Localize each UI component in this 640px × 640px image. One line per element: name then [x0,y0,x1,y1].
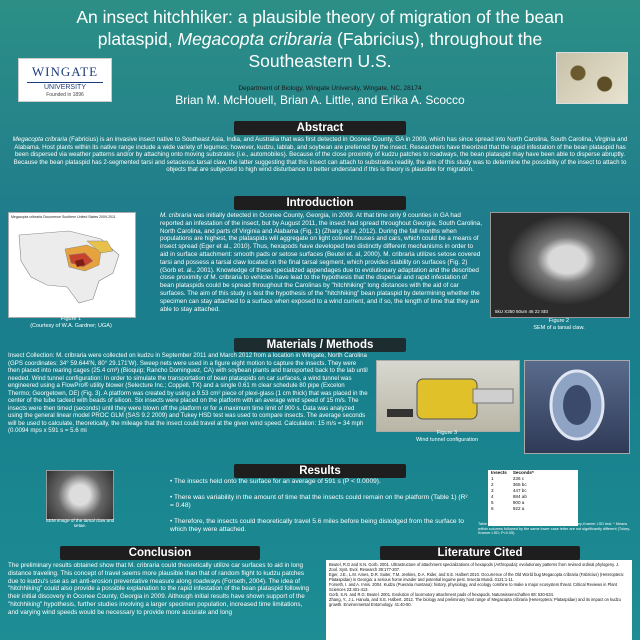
table-cell: 684 ab [512,494,527,499]
table-cell: 4 [491,494,494,499]
title-line-3: Southeastern U.S. [248,51,392,71]
logo-founded: Founded in 1896 [46,92,84,98]
title-line-1: An insect hitchhiker: a plausible theory of migration of the bean [76,7,564,27]
table-note: Table 1. Statistical analysis for each insect tested using Tukey-Kramer LSD test. * Means within columns followed by the same lower case letter are not significantly different (Tukey-Kramer LSD; P<0.05). [478,522,631,536]
figure-1-title: Megacopta cribraria Occurrence Southern United States 2009-2011 [11,215,116,219]
figure-3-tunnel-photo [524,360,630,454]
intro-body: was initially detected in Oconee County, Georgia, in 2009. At that time only 9 counties in GA had reported an infestation of the insect, but by August 2011, the insect had spread throughout Georgia, South Carolina, North Carolina, and parts of Virginia and Alabama (Fig. 1) (Zhang et al, 2012). During the fall months when populations are highest, the plataspids will aggregate on light colored houses and cars, which could be a means of insect spread (Eger et al., 2010). Thus, hexapods have developed two distinctly different mechanisms in order to aid in surface attachment: smooth pads or setose surfaces (Beutel et. al, 2000). M. cribraria utilizes setose covered tarsi and possess a tarsal claw located on the final tarsal segment, which provides stability on surfaces (Fig. 2) (Gorb et. al., 2001). Knowledge of these specialized appendages due to evolutionary adaptation and the described close proximity of M. cribraria to vehicles have lead to the hypothesis that the dispersal and rapid infestation of bean plataspids could be spread throughout the Carolinas by "hitchhiking" long distances with the aid of car surfaces. The aim of this study is test the hypothesis of the "hitchhiking" bean plataspid by determining whether the specimen can stay attached to a surface when exposed to a wind current, and if so, the length of time that they are able to stay attached. [160,212,482,313]
results-bullets [170,478,470,542]
introduction-heading: Introduction [234,196,406,210]
department-line: Department of Biology, Wingate University, Wingate, NC, 28174 [238,85,422,92]
table-cell: 447 bc [512,488,527,493]
figure-2-label: Figure 2 [548,318,570,324]
table-cell: 3 [491,488,494,493]
table-row [488,506,537,512]
reference-item: Forseth, I. and A. Innis. 2004. Kudzu (Pueraria montana): history, physiology, and ecology combine to make a major ecosystem threat. Critical Reviews in Plant Sciences 23:401-413. [329,582,617,592]
abstract-text [10,136,630,192]
sem-image-caption: SEM image of the tarsal claw and setae. [45,518,115,529]
figure-1-map [8,212,136,318]
intro-species: M. cribraria [160,212,192,219]
figure-3-caption [376,430,518,443]
title-line-2a: plataspid, [97,29,178,49]
methods-heading: Materials / Methods [234,338,406,352]
blower-drawing [377,361,519,431]
reference-item: Zhang, Y., J.L. Hanula, and S.E. Halbert. 2012. The biology and preliminary host range of Megacopta cribraria (Heteroptera: Plataspidae) and its impact on kudzu growth. Environmental Entomology. 41:40-50. [329,597,621,607]
us-southeast-map [9,221,133,309]
figure-2-desc: SEM of a tarsal claw. [533,324,585,331]
literature-list [326,560,632,640]
sem-tarsal-claw-photo [46,470,114,520]
abstract-body: (Fabricius) is an invasive insect native to Southeast Asia, India, and Australia that was first detected in Oconee County, GA in 2009, which has since spread into North Carolina, South Carolina, Virginia and Alabama. Host plants within its native range include a wide variety of legumes; however, kudzu, lablab, and soybean are preferred by the insect. Researchers have theorized that the rapid infestation of the bean plataspid has been dispersed via weather patterns and/or by attaching onto moving substrates (i.e., automobiles). Because of the close proximity of kudzu patches to roadways, the bean plataspid may have been able to disperse abruptly. Because the bean plataspid has 2-segmented tarsi and setaceous tarsal claw, the latter suggesting that this insect can attach to substrates readily, the aim of this study was to determine the possibility of the insect to attach to objects that are subjected to high wind disturbance to better understand if this is theory is plausible for migration. [13,136,628,174]
results-table [488,470,537,512]
logo-name: WINGATE [31,64,99,79]
table-cell: 2 [491,482,494,487]
table-cell: 900 a [512,500,525,505]
results-heading: Results [234,464,406,478]
figure-1-caption [8,316,134,329]
abstract-species: Megacopta cribraria [12,136,68,143]
authors: Brian M. McHouell, Brian A. Little, and Erika A. Scocco [175,93,465,107]
tunnel-drawing [525,361,629,453]
title-line-2b: (Fabricius), throughout the [332,29,543,49]
sem-scale-bar: 5kU X350 50um 46 22 SEI [495,309,549,314]
result-bullet-1: • The insects held onto the surface for an average of 591 s (P < 0.0009). [170,478,381,485]
figure-3-blower-photo [376,360,520,432]
conclusion-heading: Conclusion [60,546,260,560]
table-cell: 1 [491,476,494,481]
table-cell: 5 [491,500,494,505]
methods-text: Insect Collection: M. cribraria were collected on kudzu in September 2011 and March 2012 from a location in Wingate, North Carolina (GPS coordinates: 34° 59.644'N, 80° 29.171'W). Sweep nets were used in a figure eight motion to capture the insects. They were then placed into rearing cages (25.4 cm³) (Bioquip; Rancho Dominguez, CA) with soybean plants and transported back to the lab until needed. Wind tunnel configuration: In order to simulate the transportation of bean plataspids on car surfaces, a wind tunnel was engineered using a FlowPro® utility blower (Selecture Inc.; Coppell, TX) and a single 0.61 m clear schedule 80 pipe (Excelon Thermo; Georgetown, DE) (Fig. 3). A platform was created by using a 9.53 cm² piece of plexi-glass (1 cm thick) that was placed in the center of the tube tacked with beads of silicon. Six insects were placed on the platform with an average wind speed of 15 m/s. The insects were then timed (seconds) until they were blown off the platform or for a maximum time limit of 900 s. Data was analyzed using the general linear model PROC GLM (SAS 9.2 2009) and Tukey HSD test was used to compare insects. The average seconds will be used to calculate, theoretically, the mileage that the insect could travel at the given wind speed. Calculation: 15 m/s = 34 mph (0.0094 mps x 591 s = 5.6 mi [8,352,368,434]
results-table-box [488,470,578,526]
reference-item: Gorb, S.N. and R.G. Beutel. 2001. Evolution of locomotory attachment pads of hexapods. Naturwissenschaften 88: 530-534. [329,592,555,597]
table-cell: 365 bc [512,482,527,487]
table-cell: 922 a [512,506,525,511]
figure-3-label: Figure 3 [436,430,458,436]
conclusion-text: The preliminary results obtained show that M. cribraria could theoretically utilize car surfaces to aid in long distance traveling. This concept of travel seems more plausible than that of random flight to kudzu patches due to kudzu's use as an anti-erosion preventative measure along roadways (Forseth, 2004). The idea of "hitchhiking" could also provide a possible explanation to the rapid infestation of the bean plataspid following their initial discovery in Oconee County, Georgia in 2009. Although initial results have shown support of the "hitchhiking" hypothesis, further studies involving a larger specimen population, increased time limitations, and varying wind speeds would be necessary to provide more accurate and long [8,562,309,616]
abstract-heading: Abstract [234,121,406,135]
figure-1-credit: (Courtesy of W.A. Gardner; UGA) [30,322,112,329]
table-header-insects: Insects [491,470,507,475]
table-header-seconds: Seconds* [512,470,534,475]
table-cell: 6 [491,506,494,511]
result-bullet-2: • There was variability in the amount of time that the insects could remain on the platform (Table 1) (R² = 0.48) [170,493,468,510]
figure-3-desc: Wind tunnel configuration [415,436,479,443]
figure-1-label: Figure 1 [60,316,82,322]
figure-2-caption [490,318,628,331]
title-species: Megacopta cribraria [177,29,333,49]
logo-sub: UNIVERSITY [27,82,103,91]
result-bullet-3: • Therefore, the insects could theoretically travel 5.6 miles before being dislodged from the surface to which they were attached. [170,517,464,534]
figure-2-sem [490,212,630,318]
introduction-text [160,212,482,354]
literature-heading: Literature Cited [380,546,580,560]
reference-item: Beutel, R.G and S.N. Gorb. 2001. Ultrastructure of attachment specializations of hexapods (Arthropoda): evolutionary patterns from revised ordinal phylogeny. J. Zool. Syst. Evol. Research 39:177-207. [329,562,620,572]
table-cell: 236 c [512,476,525,481]
reference-item: Eger, J.E., L.M. Ames, D.R. Suiter, T.M. Jenkins, D.A. Rider, and S.E. Halbert 2010. Occurrence of the Old World bug Megacopta cribraria (Fabricius) (Heteroptera: Plataspidae) in Georgia: a serious home invader and potential legume pest. Insecta Mundi. 0121:1-11. [329,572,624,582]
